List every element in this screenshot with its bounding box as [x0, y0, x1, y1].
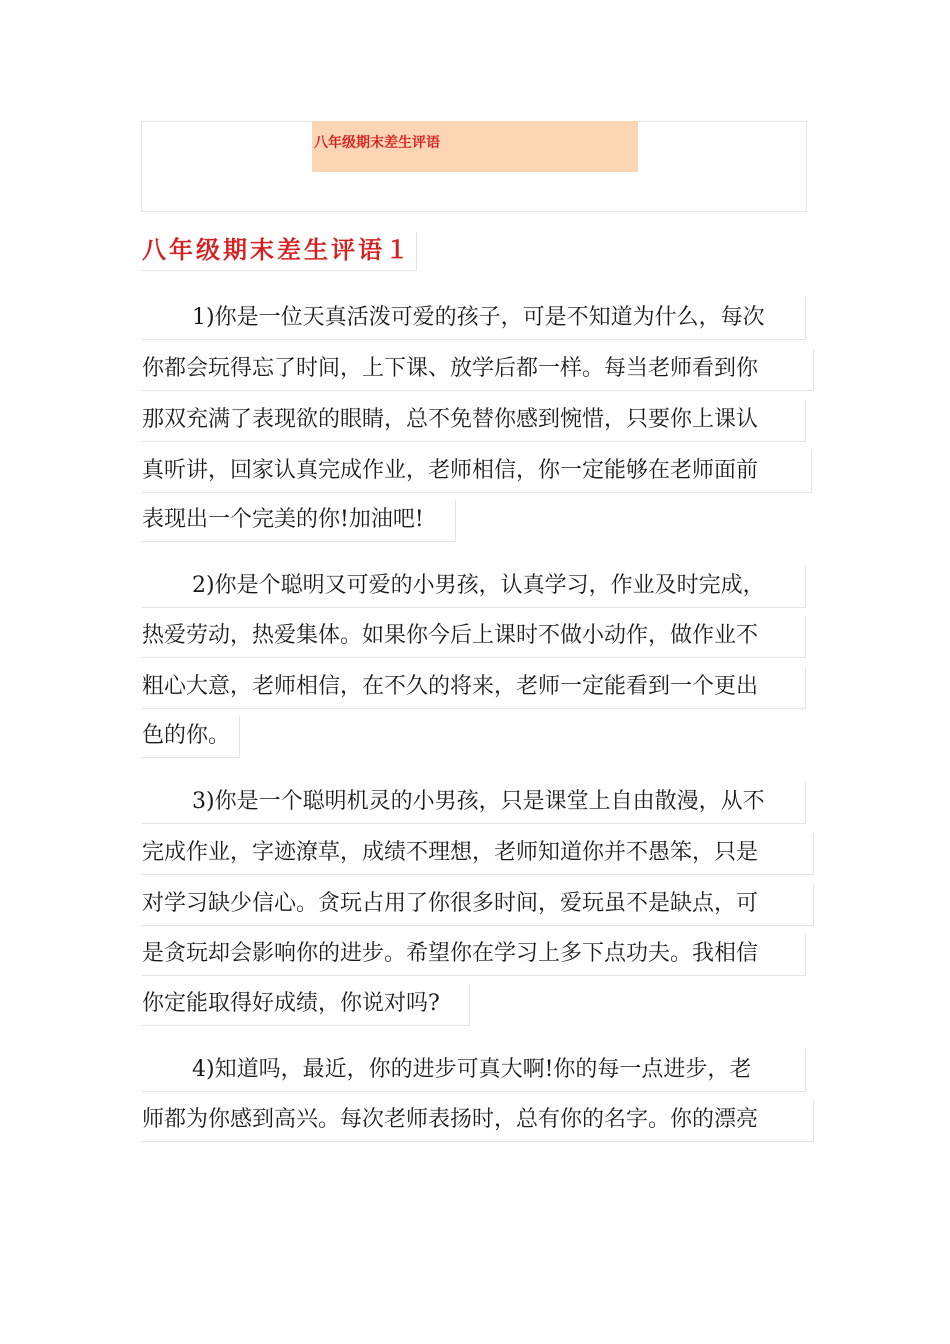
header-box [141, 121, 807, 212]
paragraph-4-line-2: 师都为你感到高兴。每次老师表扬时，总有你的名字。你的漂亮 [142, 1100, 814, 1142]
paragraph-4-line-1: 4)知道吗，最近，你的进步可真大啊!你的每一点进步，老 [142, 1050, 806, 1092]
header-tag-title: 八年级期末差生评语 [314, 135, 440, 151]
paragraph-1-line-3: 那双充满了表现欲的眼睛，总不免替你感到惋惜，只要你上课认 [142, 400, 806, 442]
section-title: 八年级期末差生评语１ [142, 232, 417, 271]
paragraph-3-line-2: 完成作业，字迹潦草，成绩不理想，老师知道你并不愚笨，只是 [142, 833, 814, 875]
paragraph-2-line-3: 粗心大意，老师相信，在不久的将来，老师一定能看到一个更出 [142, 667, 806, 709]
paragraph-1-line-1: 1)你是一位天真活泼可爱的孩子，可是不知道为什么，每次 [142, 298, 806, 340]
paragraph-3-line-1: 3)你是一个聪明机灵的小男孩，只是课堂上自由散漫，从不 [142, 782, 806, 824]
paragraph-1-line-2: 你都会玩得忘了时间，上下课、放学后都一样。每当老师看到你 [142, 349, 814, 391]
paragraph-2-line-2: 热爱劳动，热爱集体。如果你今后上课时不做小动作，做作业不 [142, 616, 806, 658]
paragraph-3-line-3: 对学习缺少信心。贪玩占用了你很多时间，爱玩虽不是缺点，可 [142, 884, 814, 926]
paragraph-3-line-4: 是贪玩却会影响你的进步。希望你在学习上多下点功夫。我相信 [142, 934, 806, 976]
paragraph-2-line-1: 2)你是个聪明又可爱的小男孩，认真学习，作业及时完成， [142, 566, 806, 608]
paragraph-3-line-5: 你定能取得好成绩，你说对吗? [142, 984, 470, 1026]
paragraph-1-line-4: 真听讲，回家认真完成作业，老师相信，你一定能够在老师面前 [142, 451, 812, 493]
paragraph-2-line-4: 色的你。 [142, 716, 240, 758]
paragraph-1-line-5: 表现出一个完美的你!加油吧! [142, 500, 456, 542]
header-tag [312, 121, 638, 172]
